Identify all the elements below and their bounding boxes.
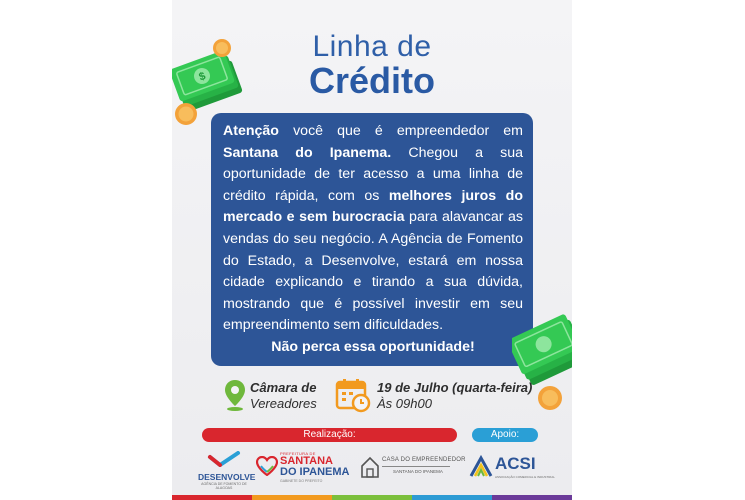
location-line-1: Câmara de: [250, 380, 317, 395]
santana-line-2: DO IPANEMA: [280, 466, 350, 478]
santana-subtitle: GABINETE DO PREFEITO: [280, 479, 323, 483]
svg-text:$: $: [197, 70, 208, 84]
body-text-2: Chegou a sua oportunidade de ter acesso a uma linha de crédito rápida, com os: [223, 144, 523, 204]
date-line-2: Às 09h00: [377, 396, 432, 411]
acsi-mark-icon: [469, 454, 493, 478]
desenvolve-logo: [198, 451, 256, 490]
body-bold-2: Santana do Ipanema.: [223, 144, 392, 161]
color-stripe: [172, 495, 572, 500]
date-line-1: 19 de Julho (quarta-feira): [377, 380, 533, 395]
desenvolve-subtitle: AGÊNCIA DE FOMENTO DE ALAGOAS: [201, 482, 247, 490]
body-bold-1: Atenção: [223, 123, 279, 139]
santana-logo: [256, 450, 356, 486]
body-text-1: você que é empreendedor em: [278, 123, 523, 139]
acsi-logo: [469, 452, 555, 484]
casa-empreendedor-logo: [358, 453, 466, 483]
title-line-1: Linha de: [312, 30, 432, 63]
realizacao-label: Realização:: [202, 428, 457, 442]
acsi-subtitle: ASSOCIAÇÃO COMERCIAL E INDUSTRIAL: [495, 475, 555, 479]
casa-line-1: CASA DO EMPREENDEDOR: [382, 457, 466, 463]
announcement-box: [211, 113, 533, 366]
casa-divider: [382, 466, 450, 467]
location-line-2: Vereadores: [250, 396, 317, 411]
santana-pre: PREFEITURA DE: [280, 451, 316, 456]
checkmark-icon: [206, 451, 242, 467]
closing-line: Não perca essa oportunidade!: [271, 338, 475, 355]
date-text: [377, 380, 532, 412]
calendar-clock-icon: [335, 377, 371, 413]
acsi-name: ACSI: [495, 454, 536, 473]
event-info: [172, 377, 572, 417]
house-icon: [360, 455, 380, 479]
heart-icon: [256, 456, 278, 476]
poster: [172, 0, 572, 500]
body-text-3: para alavancar as vendas do seu negócio. A Agência de Fomento do Estado, a Desenvolve, estará em nossa cidade explicando e tirando a sua dúvida, mostrando que é possível investir em seu empreendimento sem dificuldades.: [223, 209, 523, 334]
sponsor-logos: [172, 449, 572, 490]
location-pin-icon: [224, 379, 246, 411]
title-line-2: Crédito: [309, 60, 435, 101]
apoio-label: Apoio:: [472, 428, 538, 442]
location-text: [250, 380, 317, 412]
casa-line-2: SANTANA DO IPANEMA: [393, 469, 443, 474]
body-bold-3: melhores juros do mercado e sem burocracia: [223, 187, 523, 226]
santana-line-1: SANTANA: [280, 455, 333, 467]
desenvolve-name: DESENVOLVE: [198, 472, 256, 482]
